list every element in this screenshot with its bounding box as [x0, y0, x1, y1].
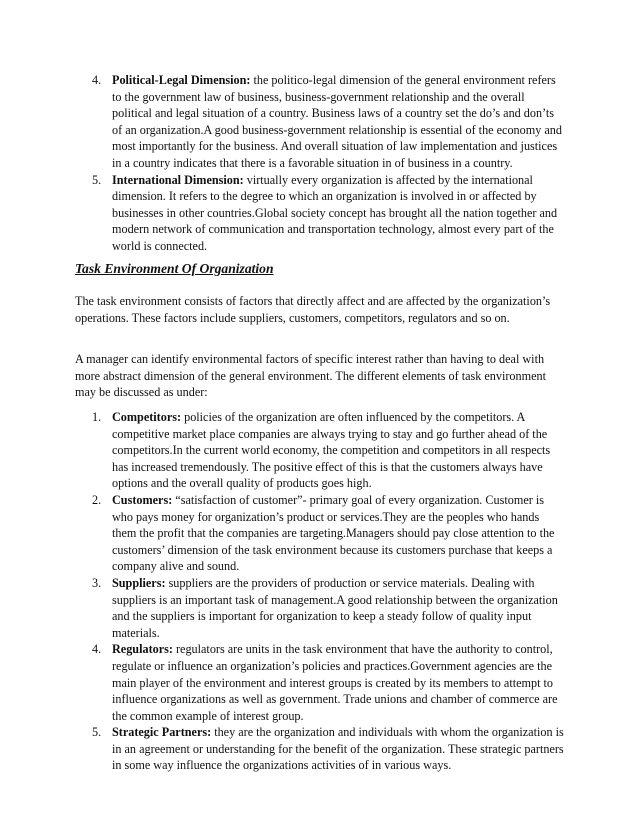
general-environment-list — [0, 72, 638, 255]
item-term: Strategic Partners: — [112, 725, 212, 740]
item-description: suppliers are the providers of production or service materials. Dealing with suppliers is an important task of management.A good relationship between the organization and the suppliers is important for organization to keep a steady follow of quality input materials. — [112, 575, 558, 640]
item-text — [112, 409, 566, 492]
item-description: virtually every organization is affected by the international dimension. It refers to the degree to which an organization is involved in or affected by businesses in other countries.Global society concept has brought all the nation together and modern network of communication and transportation technology, almost every part of the world is connected. — [112, 172, 558, 253]
section-heading: Task Environment Of Organization — [75, 261, 274, 276]
item-number: 4. — [92, 642, 102, 657]
item-text — [112, 575, 566, 641]
task-environment-list — [0, 409, 638, 774]
item-term: Suppliers: — [112, 575, 166, 590]
paragraph: The task environment consists of factors that directly affect and are affected by the organization’s operations. These factors include suppliers, customers, competitors, regulators and so on. — [75, 294, 551, 325]
list-item — [0, 724, 638, 774]
list-item — [0, 409, 638, 492]
item-description: regulators are units in the task environment that have the authority to control, regulate or influence an organization’s policies and practices.Government agencies are the main player of the environment and interest groups is created by its members to attempt to influence organizations as well as government. Trade unions and chamber of commerce are the common example of interest group. — [112, 642, 558, 723]
item-term: Political-Legal Dimension: — [112, 73, 251, 87]
list-item — [0, 492, 638, 575]
item-text — [112, 724, 566, 774]
item-description: “satisfaction of customer”- primary goal of every organization. Customer is who pays money for organization’s product or services.They are the peoples who hands them the profit that the companies are targeting.Managers should pay close attention to the customers’ dimension of the task environment because its customers purchase that keeps a company alive and sound. — [112, 492, 555, 574]
item-number: 4. — [92, 73, 102, 87]
item-term: International Dimension: — [112, 172, 244, 187]
item-text — [112, 492, 566, 575]
item-number: 2. — [92, 492, 102, 507]
item-description: they are the organization and individuals with whom the organization is in an agreement or understanding for the benefit of the organization. These strategic partners in some way influence the organizations activities of in various ways. — [112, 725, 564, 773]
item-description: policies of the organization are often influenced by the competitors. A competitive market place companies are always trying to stay and go further ahead of the competitors.In the current world economy, the competition and competitors in all respects has increased tremendously. The positive effect of this is that the customers always have options and the overall quality of products goes high. — [112, 410, 551, 491]
paragraph: A manager can identify environmental factors of specific interest rather than having to deal with more abstract dimension of the general environment. The different elements of task environment may be discussed as under: — [75, 352, 546, 400]
list-item — [0, 172, 638, 255]
item-term: Customers: — [112, 492, 173, 507]
item-number: 1. — [92, 410, 102, 424]
item-number: 3. — [92, 575, 102, 590]
item-text — [112, 72, 566, 172]
item-text — [112, 641, 566, 724]
item-description: the politico-legal dimension of the general environment refers to the government law of business, business-government relationship and the overall political and legal situation of a country. Business laws of a country set the do’s and don’ts of an organization.A good business-government relationship is essential of the economy and most importantly for the business. And overall situation of law implementation and justices in a country indicates that there is a favorable situation in of business in a country. — [112, 73, 562, 170]
item-text — [112, 172, 566, 255]
list-item — [0, 575, 638, 641]
item-term: Competitors: — [112, 410, 182, 424]
item-term: Regulators: — [112, 642, 173, 657]
item-number: 5. — [92, 725, 102, 740]
item-number: 5. — [92, 172, 102, 187]
list-item — [0, 641, 638, 724]
list-item — [0, 72, 638, 172]
